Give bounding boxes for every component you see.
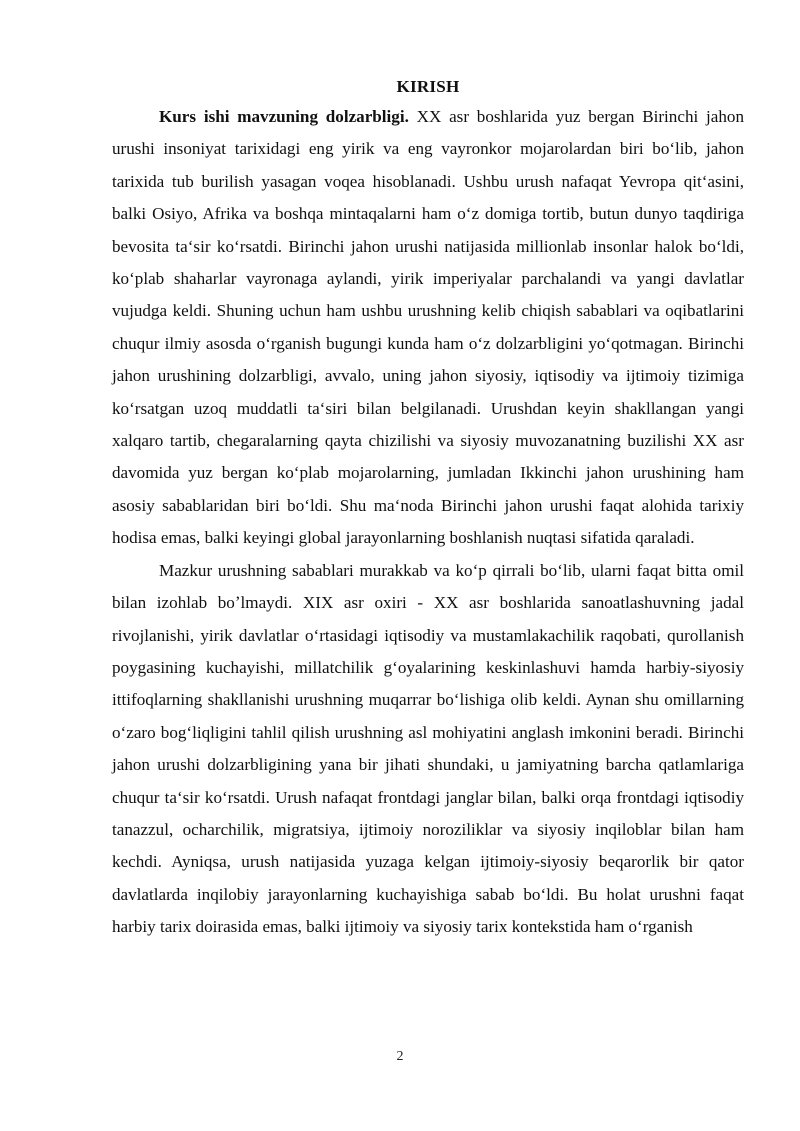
page-number: 2 [396,1049,404,1064]
paragraph-body: Mazkur urushning sabablari murakkab va koʻp qirrali boʻlib, ularni faqat bitta omil bilan izohlab boʼlmaydi. XIX asr oxiri - XX asr boshlarida sanoatlashuvning jadal rivojlanishi, yirik davlatlar oʻrtasidagi iqtisodiy va mustamlakachilik raqobati, qurollanish poygasining kuchayishi, millatchilik gʻoyalarining keskinlashuvi hamda harbiy-siyosiy ittifoqlarning shakllanishi urushning muqarrar boʻlishiga olib keldi. Aynan shu omillarning oʻzaro bogʻliqligini tahlil qilish urushning asl mohiyatini anglash imkonini beradi. Birinchi jahon urushi dolzarbligining yana bir jihati shundaki, u jamiyatning barcha qatlamlariga chuqur taʻsir koʻrsatdi. Urush nafaqat frontdagi janglar bilan, balki orqa frontdagi iqtisodiy tanazzul, ocharchilik, migratsiya, ijtimoiy noroziliklar va siyosiy inqiloblar bilan ham kechdi. Ayniqsa, urush natijasida yuzaga kelgan ijtimoiy-siyosiy beqarorlik bir qator davlatlarda inqilobiy jarayonlarning kuchayishiga sabab boʻldi. Bu holat urushni faqat harbiy tarix doirasida emas, balki ijtimoiy va siyosiy tarix kontekstida ham oʻrganish [112,560,744,937]
paragraph-causes [112,555,744,944]
paragraph-relevance [112,101,744,555]
paragraph-body: XX asr boshlarida yuz bergan Birinchi jahon urushi insoniyat tarixidagi eng yirik va eng vayronkor mojarolardan biri boʻlib, jahon tarixida tub burilish yasagan voqea hisoblanadi. Ushbu urush nafaqat Yevropa qitʻasini, balki Osiyo, Afrika va boshqa mintaqalarni ham oʻz domiga tortib, butun dunyo taqdiriga bevosita taʻsir koʻrsatdi. Birinchi jahon urushi natijasida millionlab insonlar halok boʻldi, koʻplab shaharlar vayronaga aylandi, yirik imperiyalar parchalandi va yangi davlatlar vujudga keldi. Shuning uchun ham ushbu urushning kelib chiqish sabablari va oqibatlarini chuqur ilmiy asosda oʻrganish bugungi kunda ham oʻz dolzarbligini yoʻqotmagan. Birinchi jahon urushining dolzarbligi, avvalo, uning jahon siyosiy, iqtisodiy va ijtimoiy tizimiga koʻrsatgan uzoq muddatli taʻsiri bilan belgilanadi. Urushdan keyin shakllangan yangi xalqaro tartib, chegaralarning qayta chizilishi va siyosiy muvozanatning buzilishi XX asr davomida yuz bergan koʻplab mojarolarning, jumladan Ikkinchi jahon urushining ham asosiy sabablaridan biri boʻldi. Shu maʻnoda Birinchi jahon urushi faqat alohida tarixiy hodisa emas, balki keyingi global jarayonlarning boshlanish nuqtasi sifatida qaraladi. [112,107,744,548]
paragraph-lead: Kurs ishi mavzuning dolzarbligi. [159,107,409,126]
section-heading: KIRISH [396,77,460,96]
page-content [112,74,744,944]
